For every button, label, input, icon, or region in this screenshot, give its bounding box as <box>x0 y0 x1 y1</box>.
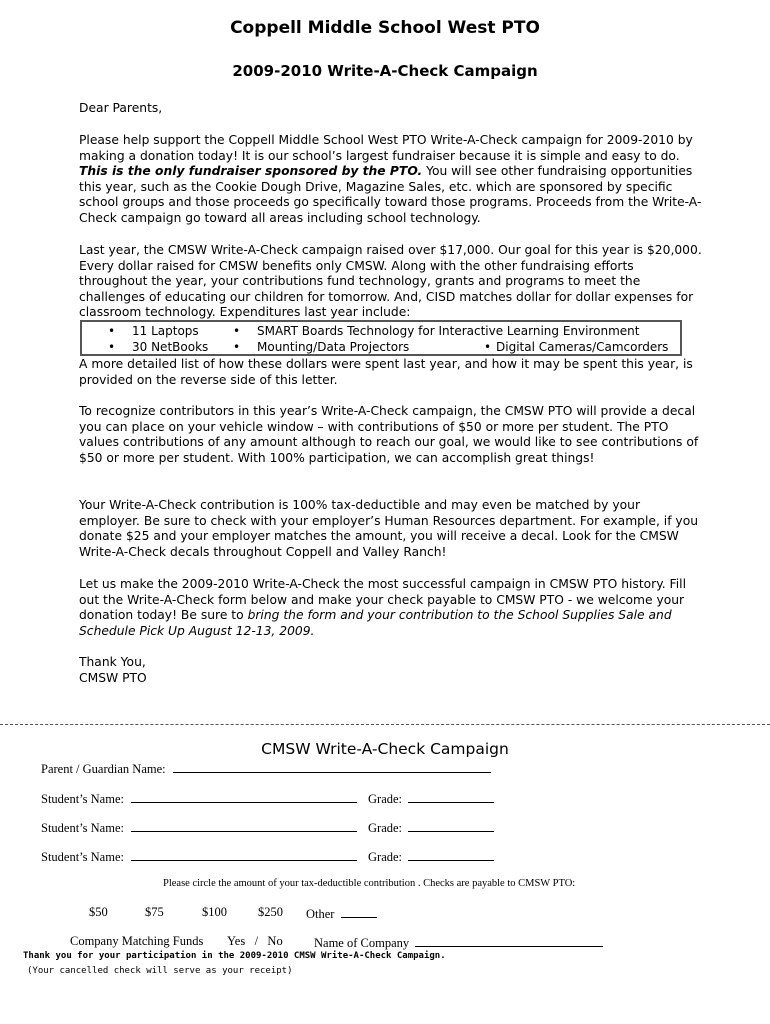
company-name <box>314 934 603 951</box>
matching-row <box>0 934 770 950</box>
paragraph-2: Last year, the CMSW Write-A-Check campaign raised over $17,000. Our goal for this year is $20,000. Every dollar raised for CMSW benefits only CMSW. Along with the other fundraising efforts throughout the year, your contributions fund technology, grants and programs to meet the challenges of educating our children for tomorrow. And, CISD matches dollar for dollar expenses for classroom technology. Expenditures last year include: <box>79 243 702 320</box>
student-row-3 <box>41 848 357 865</box>
parent-name-field[interactable] <box>173 760 491 773</box>
cut-line <box>0 724 770 725</box>
parent-name-row <box>41 760 491 777</box>
greeting: Dear Parents, <box>79 101 163 115</box>
thanks-note: Thank you for your participation in the 2009-2010 CMSW Write-A-Check Campaign. <box>23 951 446 961</box>
expenditure-item: 30 NetBooks <box>132 340 209 354</box>
amount-option[interactable]: $250 <box>258 905 283 919</box>
grade-field[interactable] <box>408 790 494 803</box>
paragraph-6 <box>79 577 704 639</box>
p6-text: Let us make the 2009-2010 Write-A-Check the most successful campaign in CMSW PTO history. Fill out the Write-A-Check form below and make your check payable to CMSW PTO - we welcome your donation today! Be sure to <box>79 577 686 623</box>
amount-options <box>0 905 770 921</box>
form-title: CMSW Write-A-Check Campaign <box>261 740 509 758</box>
amount-option[interactable]: $75 <box>145 905 164 919</box>
grade-label: Grade: <box>368 792 403 806</box>
expenditure-item: 11 Laptops <box>132 324 199 338</box>
grade-field[interactable] <box>408 848 494 861</box>
yes-no-choice[interactable]: Yes / No <box>227 934 283 948</box>
student-row-1 <box>41 790 357 807</box>
bullet-icon: • <box>108 324 116 338</box>
parent-name-label: Parent / Guardian Name: <box>41 762 166 776</box>
expenditures-row-1 <box>82 324 680 339</box>
company-name-label: Name of Company <box>314 936 410 950</box>
p6-emphasis: bring the form and your contribution to the School Supplies Sale and Schedule Pick Up August 12-13, 2009. <box>79 608 672 638</box>
bullet-icon: • <box>233 340 241 354</box>
page-subtitle: 2009-2010 Write-A-Check Campaign <box>232 62 538 80</box>
company-name-field[interactable] <box>415 934 603 947</box>
matching-label: Company Matching Funds <box>70 934 204 948</box>
student-name-label: Student’s Name: <box>41 792 124 806</box>
page-title: Coppell Middle School West PTO <box>230 18 540 38</box>
amount-option[interactable]: $50 <box>89 905 108 919</box>
grade-label: Grade: <box>368 821 403 835</box>
other-amount <box>306 905 377 922</box>
other-label: Other <box>306 907 335 921</box>
amount-option[interactable]: $100 <box>202 905 227 919</box>
p1-emphasis: This is the only fundraiser sponsored by the PTO. <box>79 164 423 179</box>
closing-block <box>79 655 704 686</box>
circle-instruction: Please circle the amount of your tax-deductible contribution . Checks are payable to CMSW PTO: <box>163 878 576 889</box>
grade-field[interactable] <box>408 819 494 832</box>
student-name-field[interactable] <box>131 819 357 832</box>
paragraph-4: To recognize contributors in this year’s Write-A-Check campaign, the CMSW PTO will provide a decal you can place on your vehicle window – with contributions of $50 or more per student. The PTO values contributions of any amount although to reach our goal, we would like to see contributions of $50 or more per student. With 100% participation, we can accomplish great things! <box>79 404 699 465</box>
receipt-note: (Your cancelled check will serve as your receipt) <box>27 966 293 976</box>
bullet-icon: • <box>108 340 116 354</box>
expenditure-item: Digital Cameras/Camcorders <box>496 340 669 354</box>
grade-row-1 <box>368 790 494 807</box>
student-name-label: Student’s Name: <box>41 850 124 864</box>
paragraph-5: Your Write-A-Check contribution is 100% tax-deductible and may even be matched by your employer. Be sure to check with your employer’s Human Resources department. For example, if you donate $25 and your employer matches the amount, you will receive a decal. Look for the CMSW Write-A-Check decals throughout Coppell and Valley Ranch! <box>79 498 699 559</box>
bullet-icon: • <box>484 340 492 354</box>
p1-text-b: You will see other fundraising opportunities this year, such as the Cookie Dough Drive, Magazine Sales, etc. which are sponsored by specific school groups and those proceeds go specifically toward those programs. Proceeds from the Write-A-Check campaign go toward all areas including school technology. <box>79 164 702 225</box>
grade-row-2 <box>368 819 494 836</box>
student-name-label: Student’s Name: <box>41 821 124 835</box>
expenditure-item: Mounting/Data Projectors <box>257 340 410 354</box>
expenditure-item: SMART Boards Technology for Interactive Learning Environment <box>257 324 640 338</box>
signature: CMSW PTO <box>79 670 147 685</box>
other-amount-field[interactable] <box>341 905 377 918</box>
grade-row-3 <box>368 848 494 865</box>
closing: Thank You, <box>79 655 146 669</box>
paragraph-3: A more detailed list of how these dollars were spent last year, and how it may be spent this year, is provided on the reverse side of this letter. <box>79 357 693 387</box>
grade-label: Grade: <box>368 850 403 864</box>
student-row-2 <box>41 819 357 836</box>
expenditures-box <box>80 320 682 356</box>
bullet-icon: • <box>233 324 241 338</box>
p1-text-a: Please help support the Coppell Middle School West PTO Write-A-Check campaign for 2009-2010 by making a donation today! It is our school’s largest fundraiser because it is simple and easy to do. <box>79 133 693 163</box>
expenditures-row-2 <box>82 340 680 355</box>
student-name-field[interactable] <box>131 848 357 861</box>
paragraph-1 <box>79 133 704 227</box>
student-name-field[interactable] <box>131 790 357 803</box>
